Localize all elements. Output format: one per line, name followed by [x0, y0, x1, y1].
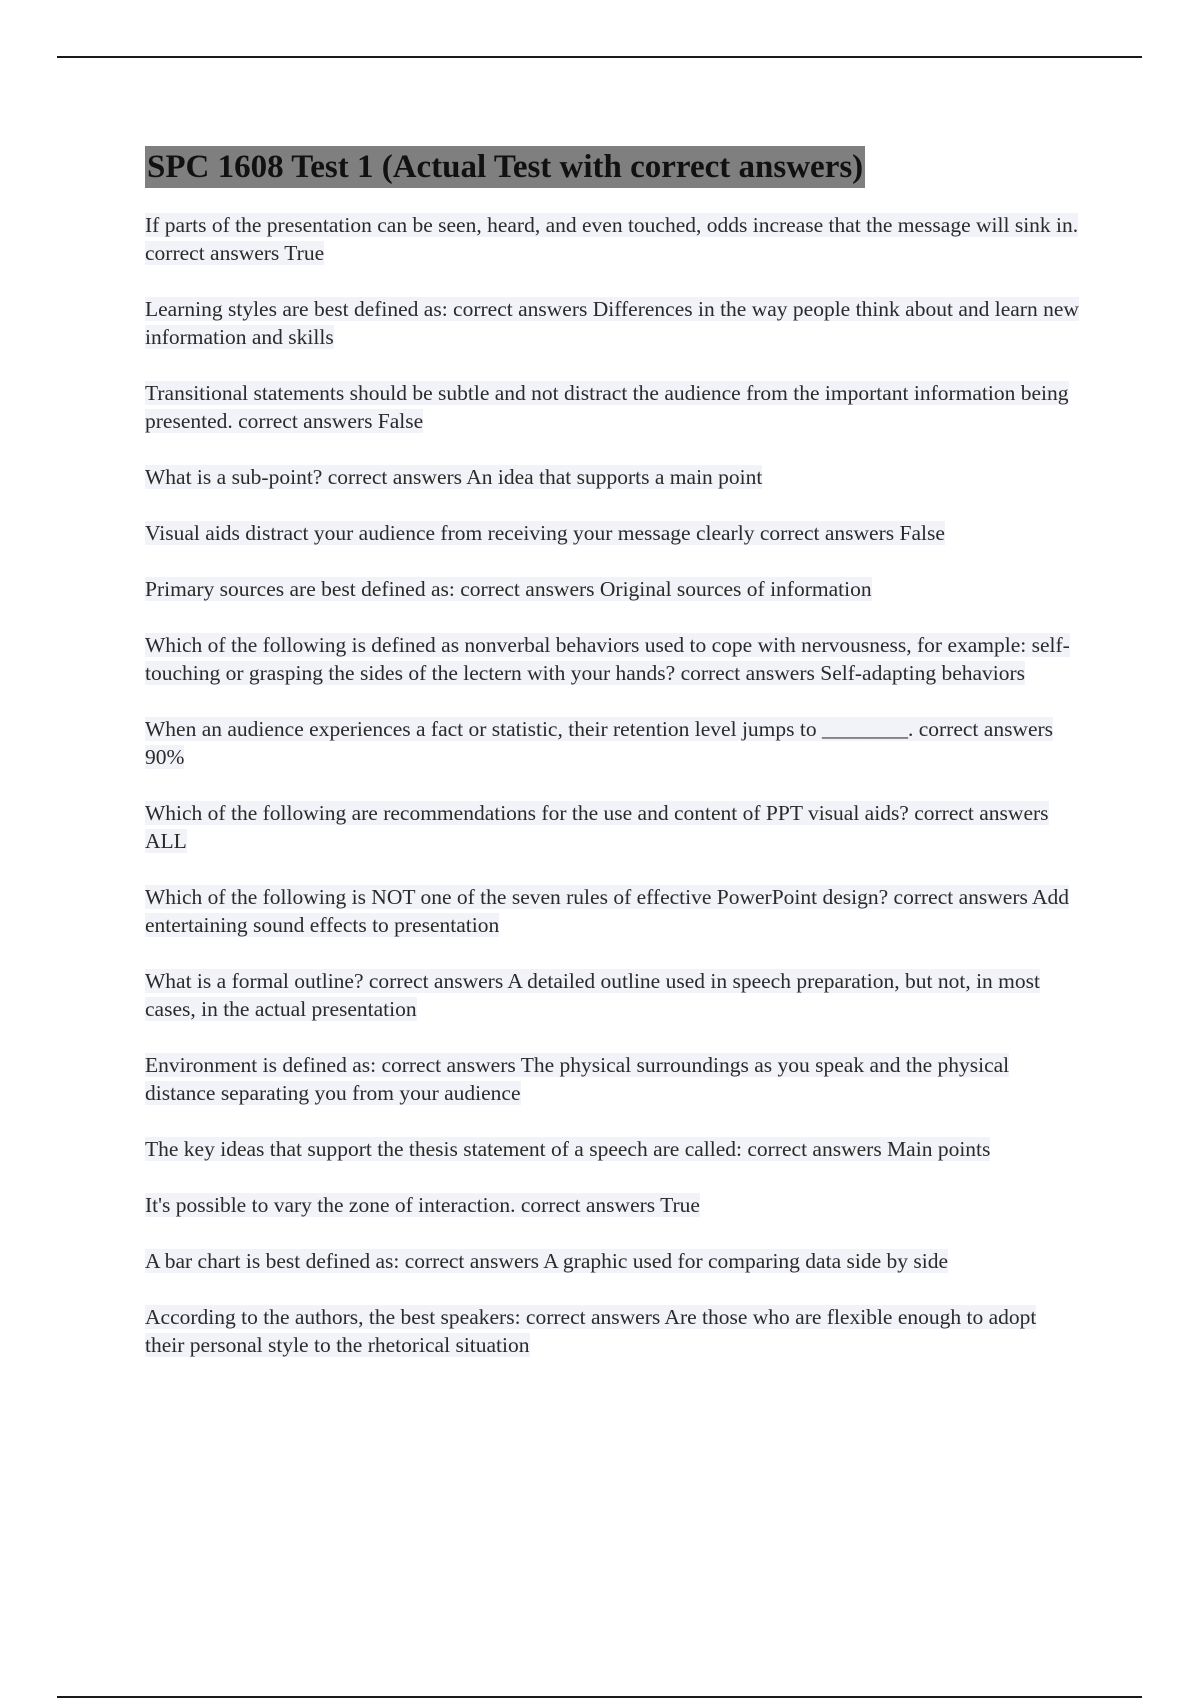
qa-text: What is a formal outline? correct answers A detailed outline used in speech preparation, but not, in most cases, in the actual presentation	[145, 969, 1040, 1021]
qa-text: The key ideas that support the thesis statement of a speech are called: correct answers Main points	[145, 1137, 991, 1161]
qa-item-4	[145, 463, 1080, 491]
qa-text: Which of the following are recommendations for the use and content of PPT visual aids? correct answers ALL	[145, 801, 1049, 853]
qa-text: Learning styles are best defined as: correct answers Differences in the way people think about and learn new information and skills	[145, 297, 1079, 349]
qa-item-3	[145, 379, 1080, 435]
qa-text: Which of the following is NOT one of the seven rules of effective PowerPoint design? correct answers Add entertaining sound effects to presentation	[145, 885, 1070, 937]
qa-item-2	[145, 295, 1080, 351]
qa-item-12	[145, 1051, 1080, 1107]
qa-text: According to the authors, the best speakers: correct answers Are those who are flexible enough to adopt their personal style to the rhetorical situation	[145, 1305, 1037, 1357]
bottom-rule	[57, 1696, 1142, 1698]
qa-text: Visual aids distract your audience from receiving your message clearly correct answers False	[145, 521, 945, 545]
qa-item-5	[145, 519, 1080, 547]
qa-item-11	[145, 967, 1080, 1023]
qa-text: A bar chart is best defined as: correct answers A graphic used for comparing data side by side	[145, 1249, 949, 1273]
qa-text: Primary sources are best defined as: correct answers Original sources of information	[145, 577, 872, 601]
qa-list	[145, 211, 1080, 1359]
document-body	[145, 146, 1080, 1387]
qa-item-1	[145, 211, 1080, 267]
qa-text: When an audience experiences a fact or statistic, their retention level jumps to ________. correct answers 90%	[145, 717, 1054, 769]
qa-text: What is a sub-point? correct answers An idea that supports a main point	[145, 465, 763, 489]
qa-item-8	[145, 715, 1080, 771]
qa-item-13	[145, 1135, 1080, 1163]
qa-text: If parts of the presentation can be seen, heard, and even touched, odds increase that the message will sink in. correct answers True	[145, 213, 1079, 265]
qa-item-14	[145, 1191, 1080, 1219]
top-rule	[57, 56, 1142, 58]
page-title: SPC 1608 Test 1 (Actual Test with correct answers)	[145, 146, 865, 188]
qa-text: Which of the following is defined as nonverbal behaviors used to cope with nervousness, for example: self-touching or grasping the sides of the lectern with your hands? correct answers Self-adapting behaviors	[145, 633, 1070, 685]
qa-item-7	[145, 631, 1080, 687]
qa-item-9	[145, 799, 1080, 855]
qa-item-10	[145, 883, 1080, 939]
qa-item-6	[145, 575, 1080, 603]
qa-text: It's possible to vary the zone of interaction. correct answers True	[145, 1193, 700, 1217]
qa-text: Environment is defined as: correct answers The physical surroundings as you speak and the physical distance separating you from your audience	[145, 1053, 1010, 1105]
qa-item-15	[145, 1247, 1080, 1275]
qa-text: Transitional statements should be subtle and not distract the audience from the important information being presented. correct answers False	[145, 381, 1069, 433]
qa-item-16	[145, 1303, 1080, 1359]
